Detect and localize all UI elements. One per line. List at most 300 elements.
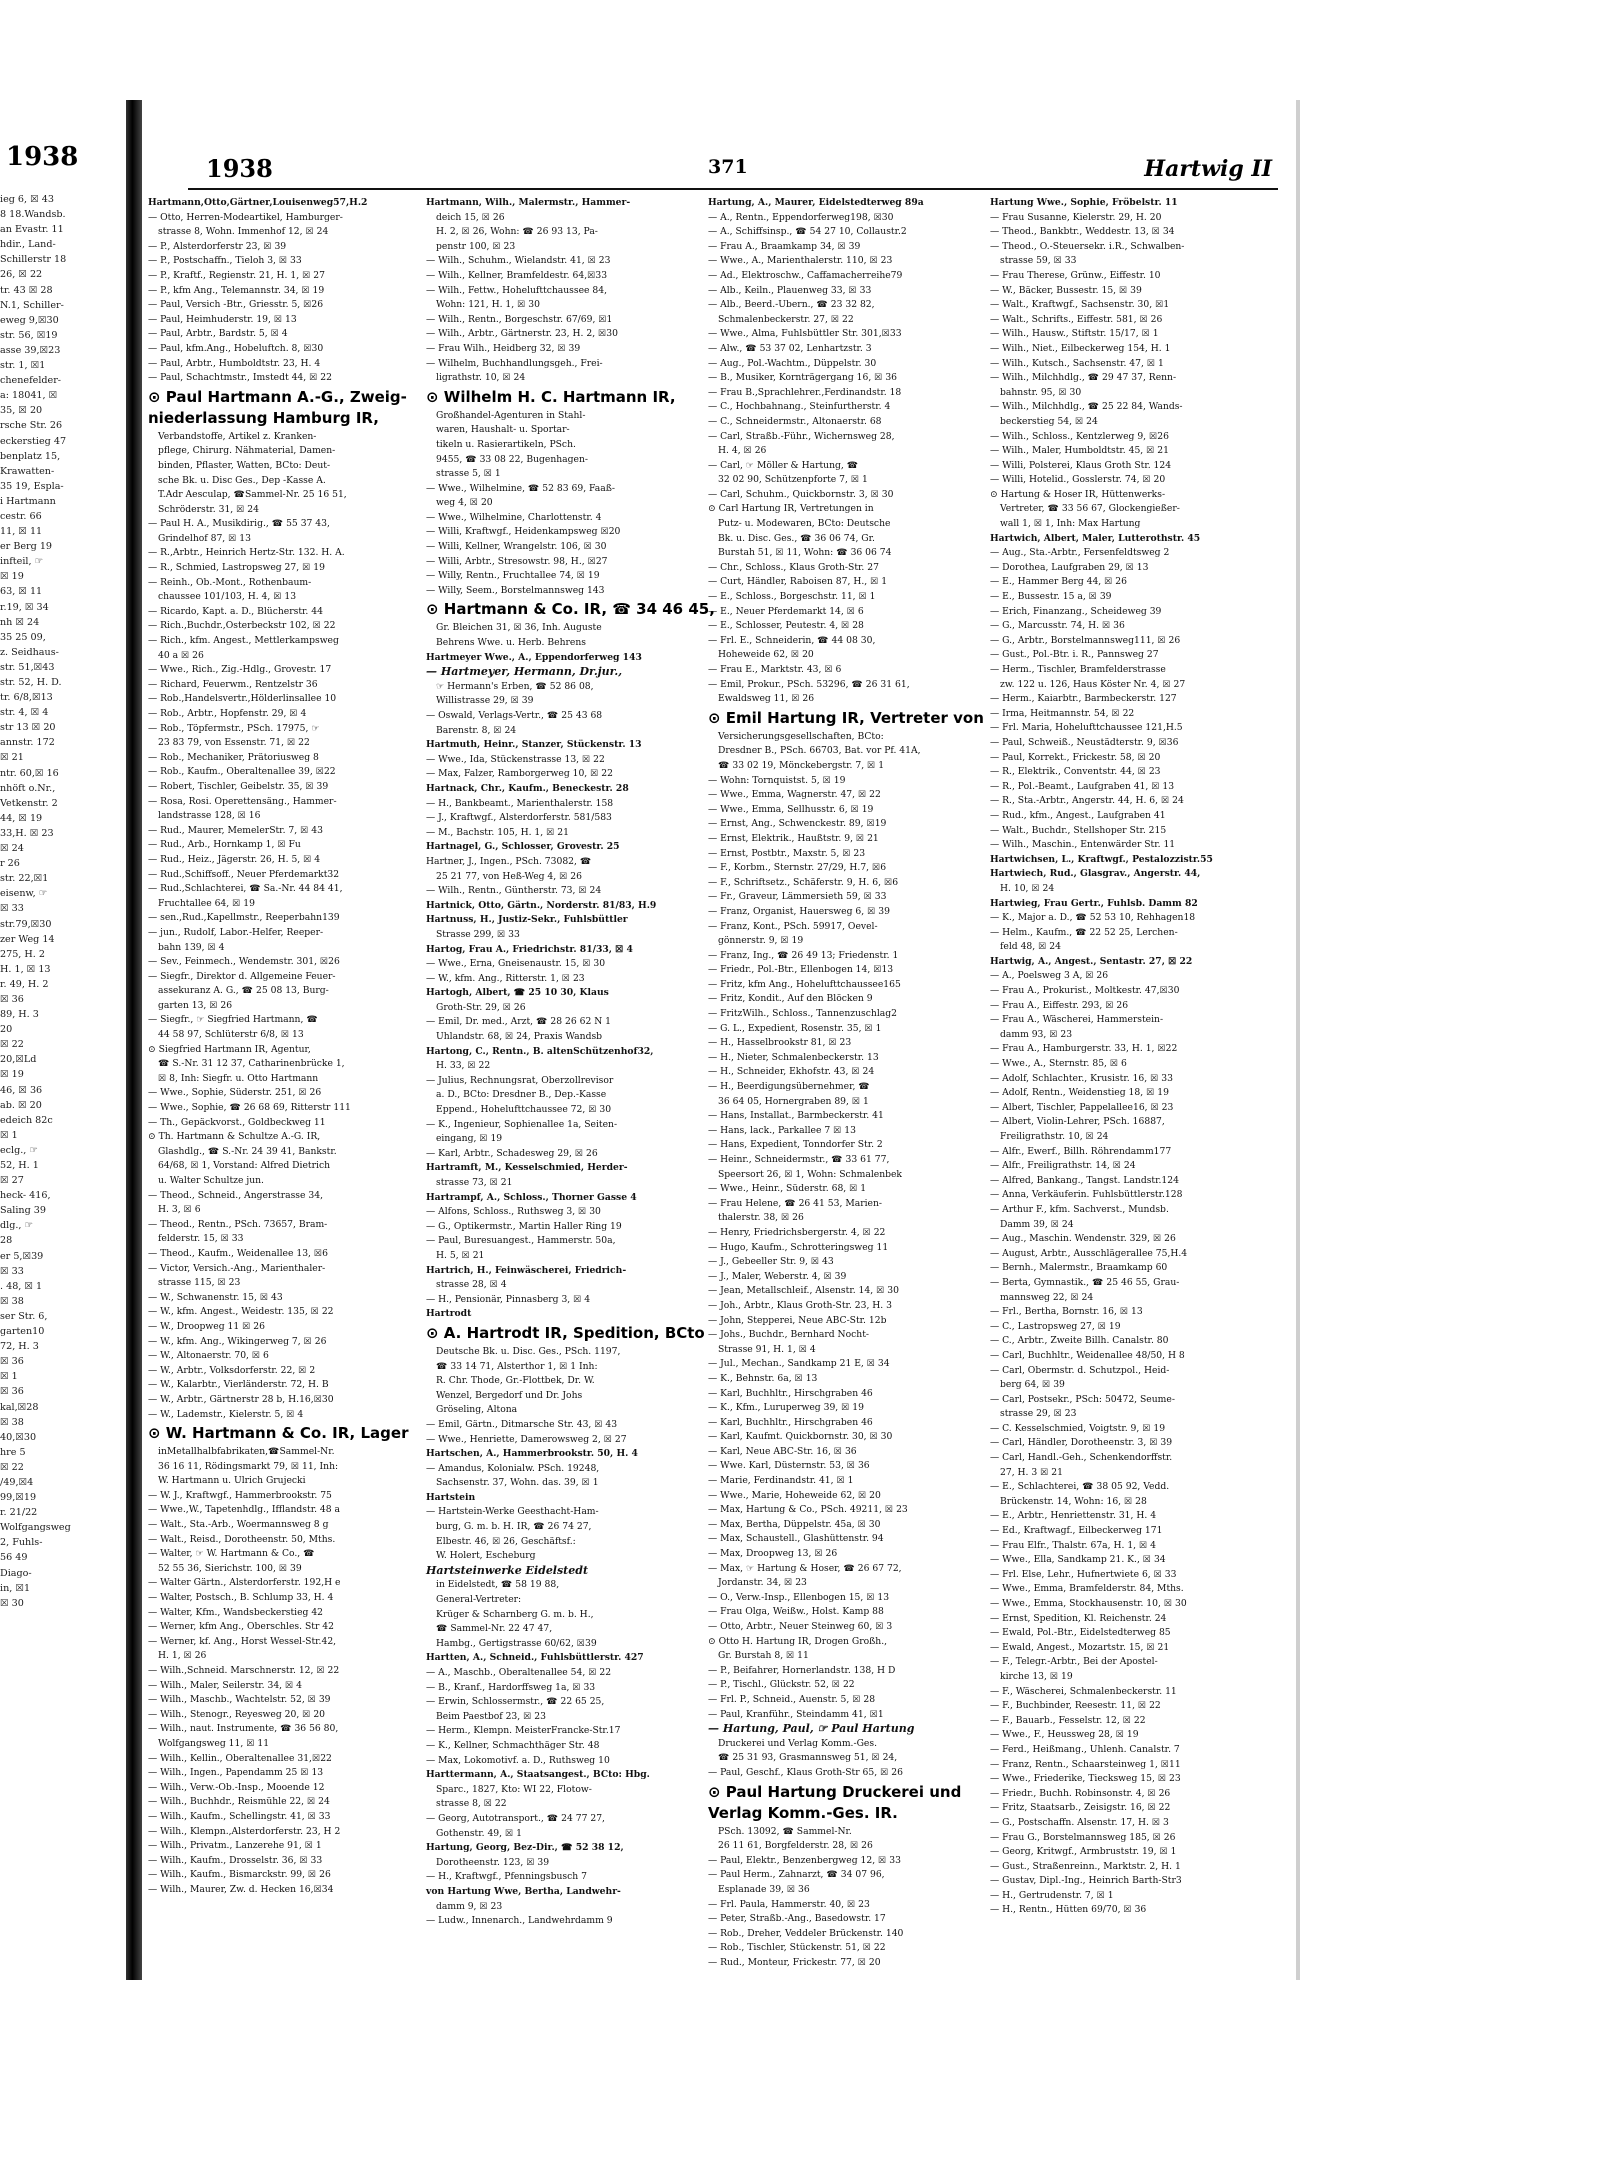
directory-entry-line: — K., Behnstr. 6a, ☒ 13 xyxy=(708,1372,818,1384)
directory-entry-line: — Wwe., A., Marienthalerstr. 110, ☒ 23 xyxy=(708,255,893,267)
left-page-line: zer Weg 14 xyxy=(0,933,55,945)
directory-entry-line: — P., Postschaffn., Tieloh 3, ☒ 33 xyxy=(148,255,302,267)
directory-entry-line: — Wilh., Milchhdlg., ☎ 29 47 37, Renn- xyxy=(990,372,1177,384)
directory-entry-line: — Herm., Tischler, Bramfelderstrasse xyxy=(990,664,1166,675)
directory-entry-line: — Max, Lokomotivf. a. D., Ruthsweg 10 xyxy=(426,1754,610,1766)
directory-entry-line: — Alfons, Schloss., Ruthsweg 3, ☒ 30 xyxy=(426,1206,601,1218)
page-number: 371 xyxy=(708,156,748,178)
directory-entry-line: — H., Beerdigungsübernehmer, ☎ xyxy=(708,1081,870,1093)
directory-entry-line: — Siegfr., Direktor d. Allgemeine Feuer- xyxy=(148,970,336,982)
directory-entry-line: — Aug., Maschin. Wendenstr. 329, ☒ 26 xyxy=(990,1233,1176,1245)
directory-entry-line: — Emil, Dr. med., Arzt, ☎ 28 26 62 N 1 xyxy=(426,1016,612,1028)
left-page-line: str. 22,☒1 xyxy=(0,873,49,885)
directory-entry-line: Hartschen, A., Hammerbrookstr. 50, H. 4 xyxy=(426,1448,638,1460)
directory-entry-line: — Wilh., Verw.-Ob.-Insp., Mooende 12 xyxy=(148,1781,325,1793)
directory-entry-line: 27, H. 3 ☒ 21 xyxy=(1000,1466,1063,1478)
directory-entry-line: Sparc., 1827, Kto: WI 22, Flotow- xyxy=(436,1783,592,1795)
left-page-year: 1938 xyxy=(6,142,79,172)
directory-entry-line: Druckerei und Verlag Komm.-Ges. xyxy=(718,1737,877,1749)
directory-entry-line: Gothenstr. 49, ☒ 1 xyxy=(436,1827,522,1839)
directory-entry-line: — Ferd., Heißmang., Uhlenh. Canalstr. 7 xyxy=(990,1743,1180,1755)
left-page-line: ser Str. 6, xyxy=(0,1310,48,1322)
directory-entry-line: — Rud., Maurer, MemelerStr. 7, ☒ 43 xyxy=(148,824,323,836)
directory-entry-line: — J., Gebeeller Str. 9, ☒ 43 xyxy=(708,1256,834,1268)
directory-entry-line: — Wwe., Emma, Wagnerstr. 47, ☒ 22 xyxy=(708,789,881,801)
directory-entry-line: — Frau Wilh., Heidberg 32, ☒ 39 xyxy=(426,342,581,354)
left-page-line: ☒ 38 xyxy=(0,1416,24,1428)
directory-entry-line: — Rob., Arbtr., Hopfenstr. 29, ☒ 4 xyxy=(148,708,307,719)
directory-entry-line: — Theod., Bankbtr., Weddestr. 13, ☒ 34 xyxy=(990,226,1175,238)
directory-entry-line: ⊙ A. Hartrodt IR, Spedition, BCto xyxy=(426,1323,705,1342)
directory-entry-line: Ewaldsweg 11, ☒ 26 xyxy=(718,693,815,705)
directory-entry-line: Hartsteinwerke Eidelstedt xyxy=(426,1563,589,1577)
left-page-line: ☒ 24 xyxy=(0,843,24,855)
left-page-line: heck- 416, xyxy=(0,1190,51,1202)
left-page-line: 99,☒19 xyxy=(0,1492,37,1504)
left-page-line: 40,☒30 xyxy=(0,1431,37,1443)
directory-entry-line: — H., Gertrudenstr. 7, ☒ 1 xyxy=(990,1889,1114,1901)
left-page-line: 56 49 xyxy=(0,1552,28,1564)
left-page-line: 20 xyxy=(0,1024,13,1036)
directory-entry-line: Wenzel, Bergedorf und Dr. Johs xyxy=(436,1389,583,1401)
left-page-line: ☒ 19 xyxy=(0,1069,24,1081)
directory-entry-line: — Max, Droopweg 13, ☒ 26 xyxy=(708,1548,838,1560)
directory-entry-line: — Erwin, Schlossermstr., ☎ 22 65 25, xyxy=(426,1696,605,1708)
directory-entry-line: — Georg, Kritwgf., Armbruststr. 19, ☒ 1 xyxy=(990,1846,1177,1858)
directory-entry-line: — Hans, lack., Parkallee 7 ☒ 13 xyxy=(708,1124,856,1136)
directory-entry-line: — A., Schiffsinsp., ☎ 54 27 10, Collaustr.2 xyxy=(708,226,907,238)
directory-entry-line: — Alfr., Freiligrathstr. 14, ☒ 24 xyxy=(990,1160,1136,1172)
directory-entry-line: — G., Marcusstr. 74, H. ☒ 36 xyxy=(990,620,1125,632)
directory-entry-line: Hartog, Frau A., Friedrichstr. 81/33, ☒ 4 xyxy=(426,943,633,955)
left-page-line: 46, ☒ 36 xyxy=(0,1084,43,1096)
directory-entry-line: — Walt., Buchdr., Stellshoper Str. 215 xyxy=(990,824,1167,836)
directory-entry-line: — Carl, Straßb.-Führ., Wichernsweg 28, xyxy=(708,430,895,442)
directory-entry-line: — Jean, Metallschleif., Alsenstr. 14, ☒ 30 xyxy=(708,1285,899,1297)
directory-entry-line: — Wwe.,W., Tapetenhdlg., Ifflandstr. 48 a xyxy=(148,1504,341,1516)
directory-entry-line: — Rud., Arb., Hornkamp 1, ☒ Fu xyxy=(148,839,301,851)
directory-entry-line: — Rich.,Buchdr.,Osterbeckstr 102, ☒ 22 xyxy=(148,620,336,632)
left-page-text xyxy=(0,192,126,1611)
directory-entry-line: — Wwe., Emma, Sellhusstr. 6, ☒ 19 xyxy=(708,803,874,815)
directory-entry-line: — Wilh., Klempn.,Alsterdorferstr. 23, H 2 xyxy=(148,1825,341,1837)
directory-entry-line: — John, Stepperei, Neue ABC-Str. 12b xyxy=(708,1314,887,1326)
directory-entry-line: — Paul H. A., Musikdirig., ☎ 55 37 43, xyxy=(148,518,330,530)
directory-entry-line: — sen.,Rud.,Kapellmstr., Reeperbahn139 xyxy=(148,912,340,924)
directory-entry-line: — Wilh., Maler, Humboldtstr. 45, ☒ 21 xyxy=(990,445,1170,457)
directory-entry-line: Damm 39, ☒ 24 xyxy=(1000,1218,1074,1230)
directory-entry-line: — Bernh., Malermstr., Braamkamp 60 xyxy=(990,1262,1168,1274)
directory-entry-line: — Alw., ☎ 53 37 02, Lenhartzstr. 3 xyxy=(708,342,872,354)
directory-entry-line: — W., Kalarbtr., Vierländerstr. 72, H. B xyxy=(148,1379,329,1391)
directory-entry-line: Putz- u. Modewaren, BCto: Deutsche xyxy=(718,518,891,530)
directory-entry-line: — R., Pol.-Beamt., Laufgraben 41, ☒ 13 xyxy=(990,780,1175,792)
left-page-line: er 5,☒39 xyxy=(0,1250,44,1262)
directory-entry-line: — Alfred, Bankang., Tangst. Landstr.124 xyxy=(990,1174,1179,1186)
left-page-line: garten10 xyxy=(0,1326,45,1338)
left-page-line: ☒ 36 xyxy=(0,1386,24,1398)
directory-entry-line: 23 83 79, von Essenstr. 71, ☒ 22 xyxy=(158,737,310,749)
directory-entry-line: Hartung, Georg, Bez-Dir., ☎ 52 38 12, xyxy=(426,1842,624,1854)
left-page-line: 72, H. 3 xyxy=(0,1341,39,1353)
directory-entry-line: — Karl, Buchhltr., Hirschgraben 46 xyxy=(708,1416,873,1428)
directory-entry-line: — G., Postschaffn. Alsenstr. 17, H. ☒ 3 xyxy=(990,1816,1169,1828)
left-page-line: i Hartmann xyxy=(0,495,56,507)
directory-entry-line: — Curt, Händler, Raboisen 87, H., ☒ 1 xyxy=(708,576,888,588)
directory-entry-line: strasse 28, ☒ 4 xyxy=(436,1279,507,1291)
directory-entry-line: Eppend., Hohelufttchaussee 72, ☒ 30 xyxy=(436,1104,612,1116)
directory-entry-line: — J., Maler, Weberstr. 4, ☒ 39 xyxy=(708,1270,847,1282)
directory-entry-line: H. 3, ☒ 6 xyxy=(158,1204,201,1216)
directory-entry-line: — F., Bauarb., Fesselstr. 12, ☒ 22 xyxy=(990,1714,1146,1726)
directory-entry-line: Gr. Burstah 8, ☒ 11 xyxy=(718,1650,809,1662)
directory-entry-line: Hartner, J., Ingen., PSch. 73082, ☎ xyxy=(426,855,592,867)
left-page-line: benplatz 15, xyxy=(0,450,61,462)
directory-entry-line: — H., Bankbeamt., Marienthalerstr. 158 xyxy=(426,797,614,809)
directory-entry-line: weg 4, ☒ 20 xyxy=(436,497,493,509)
directory-entry-line: — Ernst, Postbtr., Maxstr. 5, ☒ 23 xyxy=(708,847,866,859)
directory-entry-line: ligrathstr. 10, ☒ 24 xyxy=(436,372,526,384)
directory-entry-line: Schmalenbeckerstr. 27, ☒ 22 xyxy=(718,313,854,325)
directory-entry-line: ⊙ Emil Hartung IR, Vertreter von xyxy=(708,708,984,727)
left-page-line: 8 18.Wandsb. xyxy=(0,209,66,221)
directory-entry-line: Dresdner B., PSch. 66703, Bat. vor Pf. 41A, xyxy=(718,745,921,757)
directory-entry-line: — Rob., Kaufm., Oberaltenallee 39, ☒22 xyxy=(148,766,336,778)
directory-entry-line: — Rob., Tischler, Stückenstr. 51, ☒ 22 xyxy=(708,1942,886,1954)
running-title: Hartwig II xyxy=(1144,156,1272,182)
left-page-line: a: 18041, ☒ xyxy=(0,390,58,402)
directory-entry-line: — Frau Olga, Weißw., Holst. Kamp 88 xyxy=(708,1606,884,1618)
directory-entry-line: — Paul, kfm.Ang., Hobeluftch. 8, ☒30 xyxy=(148,342,324,354)
directory-entry-line: — Amandus, Kolonialw. PSch. 19248, xyxy=(426,1462,600,1474)
directory-entry-line: deich 15, ☒ 26 xyxy=(436,211,505,223)
directory-entry-line: — Gust., Straßenreinn., Marktstr. 2, H. 1 xyxy=(990,1860,1181,1872)
directory-entry-line: — B., Kranf., Hardorffsweg 1a, ☒ 33 xyxy=(426,1681,596,1693)
directory-entry-line: — Wilh., Arbtr., Gärtnerstr. 23, H. 2, ☒30 xyxy=(426,328,618,340)
left-page-line: r.19, ☒ 34 xyxy=(0,601,49,613)
directory-entry-line: — Frl. E., Schneiderin, ☎ 44 08 30, xyxy=(708,634,876,646)
directory-entry-line: Großhandel-Agenturen in Stahl- xyxy=(436,409,586,421)
directory-entry-line: — Max, ☞ Hartung & Hoser, ☎ 26 67 72, xyxy=(708,1562,902,1574)
directory-entry-line: — Wilh., Maschin., Entenwärder Str. 11 xyxy=(990,839,1176,851)
directory-entry-line: — Hugo, Kaufm., Schrotteringsweg 11 xyxy=(708,1241,889,1253)
directory-entry-line: — H., Schneider, Ekhofstr. 43, ☒ 24 xyxy=(708,1066,875,1078)
directory-entry-line: — P., Kraftf., Regienstr. 21, H. 1, ☒ 27 xyxy=(148,269,325,281)
directory-entry-line: — Berta, Gymnastik., ☎ 25 46 55, Grau- xyxy=(990,1276,1180,1288)
left-page-line: 275, H. 2 xyxy=(0,948,45,960)
directory-entry-line: wall 1, ☒ 1, Inh: Max Hartung xyxy=(1000,518,1141,530)
directory-entry-line: penstr 100, ☒ 23 xyxy=(436,240,516,252)
directory-entry-line: — Emil, Prokur., PSch. 53296, ☎ 26 31 61, xyxy=(708,678,910,690)
directory-entry-line: H. 1, ☒ 26 xyxy=(158,1650,207,1662)
directory-entry-line: — Rud.,Schiffsoff., Neuer Pferdemarkt32 xyxy=(148,868,340,880)
directory-entry-line: — Rud., Heiz., Jägerstr. 26, H. 5, ☒ 4 xyxy=(148,853,321,865)
directory-entry-line: — Wilh., Kaufm., Drosselstr. 36, ☒ 33 xyxy=(148,1854,323,1866)
directory-entry-line: ☎ 33 02 19, Mönckebergstr. 7, ☒ 1 xyxy=(718,759,885,771)
directory-entry-line: — Hartstein-Werke Geesthacht-Ham- xyxy=(426,1506,599,1518)
directory-entry-line: — Emil, Gärtn., Ditmarsche Str. 43, ☒ 43 xyxy=(426,1418,618,1430)
directory-entry-line: — Rud., Monteur, Frickestr. 77, ☒ 20 xyxy=(708,1956,881,1968)
directory-entry-line: — Karl, Arbtr., Schadesweg 29, ☒ 26 xyxy=(426,1147,598,1159)
directory-entry-line: chaussee 101/103, H. 4, ☒ 13 xyxy=(158,591,297,603)
directory-entry-line: pflege, Chirurg. Nähmaterial, Damen- xyxy=(158,445,336,457)
directory-entry-line: — Rob., Mechaniker, Prätoriusweg 8 xyxy=(148,751,319,763)
directory-entry-line: — R., Schmied, Lastropsweg 27, ☒ 19 xyxy=(148,562,325,574)
directory-entry-line: — Wilh., Niet., Eilbeckerweg 154, H. 1 xyxy=(990,342,1171,354)
directory-entry-line: — Otto, Arbtr., Neuer Steinweg 60, ☒ 3 xyxy=(708,1621,893,1632)
directory-entry-line: Strasse 299, ☒ 33 xyxy=(436,928,520,940)
directory-entry-line: — Carl, Händler, Dorotheenstr. 3, ☒ 39 xyxy=(990,1437,1173,1449)
directory-entry-line: — Wilh., Rentn., Borgeschstr. 67/69, ☒1 xyxy=(426,313,613,325)
directory-entry-line: — H., Rentn., Hütten 69/70, ☒ 36 xyxy=(990,1904,1147,1916)
directory-entry-line: — Wilh., Schuhm., Wielandstr. 41, ☒ 23 xyxy=(426,255,611,267)
directory-entry-line: Uhlandstr. 68, ☒ 24, Praxis Wandsb xyxy=(436,1031,603,1043)
directory-entry-line: kirche 13, ☒ 19 xyxy=(1000,1670,1073,1682)
directory-entry-line: — E., Neuer Pferdemarkt 14, ☒ 6 xyxy=(708,605,864,617)
directory-entry-line: — Wilh., Stenogr., Reyesweg 20, ☒ 20 xyxy=(148,1708,326,1720)
left-page-line: ☒ 30 xyxy=(0,1597,24,1609)
directory-entry-line: eingang, ☒ 19 xyxy=(436,1133,503,1145)
directory-entry-line: R. Chr. Thode, Gr.-Flottbek, Dr. W. xyxy=(436,1375,595,1387)
directory-entry-line: Wohn: 121, H. 1, ☒ 30 xyxy=(436,299,540,311)
directory-entry-line: — W., Altonaerstr. 70, ☒ 6 xyxy=(148,1350,269,1362)
directory-entry-line: ☎ Sammel-Nr. 22 47 47, xyxy=(436,1623,553,1635)
directory-entry-line: — Wilh.,Schneid. Marschnerstr. 12, ☒ 22 xyxy=(148,1665,340,1676)
directory-entry-line: — Willy, Seem., Borstelmannsweg 143 xyxy=(426,584,605,596)
directory-entry-line: — Adolf, Rentn., Weidenstieg 18, ☒ 19 xyxy=(990,1087,1169,1099)
directory-entry-line: — P., Tischl., Glückstr. 52, ☒ 22 xyxy=(708,1679,855,1691)
directory-entry-line: — Oswald, Verlags-Vertr., ☎ 25 43 68 xyxy=(426,710,603,721)
directory-entry-line: — jun., Rudolf, Labor.-Helfer, Reeper- xyxy=(148,926,324,938)
directory-entry-line: Verlag Komm.-Ges. IR. xyxy=(708,1803,898,1822)
directory-entry-line: Sachsenstr. 37, Wohn. das. 39, ☒ 1 xyxy=(436,1477,599,1489)
directory-entry-line: binden, Pflaster, Watten, BCto: Deut- xyxy=(158,459,331,471)
directory-entry-line: ⊙ Paul Hartmann A.-G., Zweig- xyxy=(148,387,407,406)
directory-entry-line: — Hans, Expedient, Tonndorfer Str. 2 xyxy=(708,1139,883,1151)
directory-entry-line: — Reinh., Ob.-Mont., Rothenbaum- xyxy=(148,576,312,588)
directory-entry-line: — Rich., kfm. Angest., Mettlerkampsweg xyxy=(148,635,339,647)
left-page-fragment xyxy=(0,130,126,1930)
directory-entry-line: — Th., Gepäckvorst., Goldbeckweg 11 xyxy=(148,1116,326,1128)
directory-entry-line: Verbandstoffe, Artikel z. Kranken- xyxy=(158,430,317,442)
directory-entry-line: gönnerstr. 9, ☒ 19 xyxy=(718,935,804,947)
directory-entry-line: — H., Pensionär, Pinnasberg 3, ☒ 4 xyxy=(426,1293,591,1305)
directory-entry-line: zw. 122 u. 126, Haus Köster Nr. 4, ☒ 27 xyxy=(1000,678,1186,690)
directory-entry-line: — Anna, Verkäuferin. Fuhlsbüttlerstr.128 xyxy=(990,1189,1183,1201)
directory-entry-line: General-Vertreter: xyxy=(436,1594,522,1606)
directory-entry-line: — Wwe., Ida, Stückenstrasse 13, ☒ 22 xyxy=(426,753,605,765)
directory-entry-line: Freiligrathstr. 10, ☒ 24 xyxy=(1000,1131,1109,1142)
directory-entry-line: — Heinr., Schneidermstr., ☎ 33 61 77, xyxy=(708,1154,890,1165)
left-page-line: ☒ 22 xyxy=(0,1039,24,1051)
directory-entry-line: — Karl, Kaufmt. Quickbornstr. 30, ☒ 30 xyxy=(708,1431,893,1443)
left-page-line: 44, ☒ 19 xyxy=(0,812,43,824)
directory-entry-line: — C. Kesselschmied, Voigtstr. 9, ☒ 19 xyxy=(990,1422,1166,1434)
directory-entry-line: — Paul, Buresuangest., Hammerstr. 50a, xyxy=(426,1235,616,1247)
directory-entry-line: — F., Schriftsetz., Schäferstr. 9, H. 6, ☒6 xyxy=(708,876,899,888)
directory-entry-line: strasse 29, ☒ 23 xyxy=(1000,1408,1077,1420)
directory-entry-line: — Frau Helene, ☎ 26 41 53, Marien- xyxy=(708,1197,883,1209)
left-page-line: str. 1, ☒1 xyxy=(0,360,46,372)
directory-entry-line: — Julius, Rechnungsrat, Oberzollrevisor xyxy=(426,1074,614,1086)
directory-entry-line: — Willi, Kellner, Wrangelstr. 106, ☒ 30 xyxy=(426,541,607,553)
directory-entry-line: Hartmeyer Wwe., A., Eppendorferweg 143 xyxy=(426,651,642,663)
left-page-line: dlg., ☞ xyxy=(0,1220,34,1232)
left-page-line: 63, ☒ 11 xyxy=(0,586,43,598)
directory-entry-line: — E., Schlachterei, ☎ 38 05 92, Vedd. xyxy=(990,1481,1170,1493)
directory-entry-line: — Walt., Sta.-Arb., Woermannsweg 8 g xyxy=(148,1519,329,1531)
directory-entry-line: Hartong, C., Rentn., B. altenSchützenhof32, xyxy=(426,1045,654,1057)
directory-entry-line: — Frau Therese, Grünw., Eiffestr. 10 xyxy=(990,269,1161,281)
directory-entry-line: — R., Elektrik., Conventstr. 44, ☒ 23 xyxy=(990,766,1161,778)
left-page-line: 35 19, Espla- xyxy=(0,480,64,492)
directory-entry-line: strasse 5, ☒ 1 xyxy=(436,468,501,480)
left-page-line: Wolfgangsweg xyxy=(0,1522,71,1534)
directory-entry-line: damm 93, ☒ 23 xyxy=(1000,1028,1073,1040)
directory-entry-line: Hambg., Gertigstrasse 60/62, ☒39 xyxy=(436,1637,597,1649)
directory-entry-line: — Hans, Installat., Barmbeckerstr. 41 xyxy=(708,1110,884,1122)
directory-entry-line: — A., Rentn., Eppendorferweg198, ☒30 xyxy=(708,211,894,223)
directory-entry-line: Hartrich, H., Feinwäscherei, Friedrich- xyxy=(426,1264,627,1276)
directory-entry-line: in Eidelstedt, ☎ 58 19 88, xyxy=(436,1579,560,1591)
left-page-line: r 26 xyxy=(0,858,20,870)
directory-entry-line: — C., Hochbahnang., Steinfurtherstr. 4 xyxy=(708,401,891,413)
directory-entry-line: — Paul, Arbtr., Humboldtstr. 23, H. 4 xyxy=(148,357,321,369)
directory-entry-line: — Carl, Postsekr., PSch: 50472, Seume- xyxy=(990,1393,1175,1405)
directory-entry-line: — G., Arbtr., Borstelmannsweg111, ☒ 26 xyxy=(990,634,1181,646)
directory-entry-line: — W., Schwanenstr. 15, ☒ 43 xyxy=(148,1291,283,1303)
left-page-line: z. Seidhaus- xyxy=(0,646,59,658)
directory-entry-line: Behrens Wwe. u. Herb. Behrens xyxy=(436,637,586,649)
directory-entry-line: ⊙ W. Hartmann & Co. IR, Lager xyxy=(148,1424,409,1443)
directory-entry-line: — Wilh., Ingen., Papendamm 25 ☒ 13 xyxy=(148,1767,324,1779)
left-page-line: ☒ 19 xyxy=(0,571,24,583)
directory-entry-line: — Ed., Kraftwagf., Eilbeckerweg 171 xyxy=(990,1525,1163,1537)
directory-entry-line: — H., Nieter, Schmalenbeckerstr. 13 xyxy=(708,1051,879,1063)
directory-entry-line: — W., Droopweg 11 ☒ 26 xyxy=(148,1320,265,1332)
directory-entry-line: strasse 59, ☒ 33 xyxy=(1000,255,1077,267)
directory-entry-line: — Wwe., Friederike, Tiecksweg 15, ☒ 23 xyxy=(990,1773,1181,1785)
left-page-line: Vetkenstr. 2 xyxy=(0,797,58,809)
directory-entry-line: — Theod., Rentn., PSch. 73657, Bram- xyxy=(148,1218,328,1230)
directory-entry-line: — Chr., Schloss., Klaus Groth-Str. 27 xyxy=(708,561,879,573)
directory-entry-line: — Max, Hartung & Co., PSch. 49211, ☒ 23 xyxy=(708,1504,908,1516)
left-page-line: hre 5 xyxy=(0,1446,26,1458)
directory-entry-line: — Wilh., Milchhdlg., ☎ 25 22 84, Wands- xyxy=(990,401,1183,413)
directory-entry-line: — Walt., Schrifts., Eiffestr. 581, ☒ 26 xyxy=(990,313,1163,325)
directory-entry-line: H. 4, ☒ 26 xyxy=(718,445,767,457)
directory-entry-line: — Wilh., Privatm., Lanzerehe 91, ☒ 1 xyxy=(148,1840,322,1852)
directory-entry-line: — Carl, Schuhm., Quickbornstr. 3, ☒ 30 xyxy=(708,488,894,500)
left-page-line: nhöft o.Nr., xyxy=(0,782,56,794)
directory-entry-line: Wolfgangsweg 11, ☒ 11 xyxy=(158,1737,270,1749)
directory-entry-line: — Victor, Versich.-Ang., Marienthaler- xyxy=(148,1262,326,1274)
directory-entry-line: W. Holert, Escheburg xyxy=(436,1550,536,1562)
directory-entry-line: Strasse 91, H. 1, ☒ 4 xyxy=(718,1343,816,1355)
directory-entry-line: — Wwe., Wilhelmine, ☎ 52 83 69, Faaß- xyxy=(426,482,615,494)
directory-entry-line: — Fritz, kfm Ang., Hohelufttchaussee165 xyxy=(708,978,901,990)
directory-entry-line: inMetallhalbfabrikaten,☎Sammel-Nr. xyxy=(158,1446,335,1458)
directory-entry-line: — Wilh., Hausw., Stiftstr. 15/17, ☒ 1 xyxy=(990,328,1159,340)
directory-entry-line: Hoheweide 62, ☒ 20 xyxy=(718,649,814,661)
directory-entry-line: — Franz, Ing., ☎ 26 49 13; Friedenstr. 1 xyxy=(708,949,899,961)
directory-entry-line: — A., Maschb., Oberaltenallee 54, ☒ 22 xyxy=(426,1667,612,1678)
directory-entry-line: damm 9, ☒ 23 xyxy=(436,1900,503,1912)
left-page-line: Schillerstr 18 xyxy=(0,254,67,266)
directory-entry-line: — Hartmeyer, Hermann, Dr.jur., xyxy=(426,665,623,679)
directory-entry-line: — Wilh., Kutsch., Sachsenstr. 47, ☒ 1 xyxy=(990,357,1164,369)
directory-entry-line: strasse 115, ☒ 23 xyxy=(158,1277,241,1289)
directory-entry-line: bahn 139, ☒ 4 xyxy=(158,941,225,953)
directory-entry-line: — Paul, Arbtr., Bardstr. 5, ☒ 4 xyxy=(148,328,288,340)
left-page-line: ☒ 1 xyxy=(0,1371,18,1383)
directory-entry-line: — August, Arbtr., Ausschlägerallee 75,H.4 xyxy=(990,1247,1188,1259)
directory-entry-line: — E., Schlosser, Peutestr. 4, ☒ 28 xyxy=(708,620,864,632)
directory-entry-line: — Theod., O.-Steuersekr. i.R., Schwalben- xyxy=(990,240,1185,252)
directory-entry-line: H. 2, ☒ 26, Wohn: ☎ 26 93 13, Pa- xyxy=(436,226,598,238)
directory-entry-line: — Wwe. Karl, Düsternstr. 53, ☒ 36 xyxy=(708,1460,870,1472)
directory-entry-line: — Friedr., Pol.-Btr., Ellenbogen 14, ☒13 xyxy=(708,964,894,976)
directory-entry-line: Versicherungsgesellschaften, BCto: xyxy=(718,730,884,742)
directory-entry-line: Krüger & Scharnberg G. m. b. H., xyxy=(436,1608,594,1620)
directory-entry-line: Hartogh, Albert, ☎ 25 10 30, Klaus xyxy=(426,987,609,999)
directory-entry-line: — Max, Falzer, Ramborgerweg 10, ☒ 22 xyxy=(426,768,613,780)
directory-entry-line: — Willi, Arbtr., Stresowstr. 98, H., ☒27 xyxy=(426,555,608,567)
directory-entry-line: — Walter, ☞ W. Hartmann & Co., ☎ xyxy=(148,1548,315,1560)
directory-entry-line: — Paul, Geschf., Klaus Groth-Str 65, ☒ 26 xyxy=(708,1766,903,1778)
directory-entry-line: — R., Sta.-Arbtr., Angerstr. 44, H. 6, ☒ 24 xyxy=(990,795,1184,807)
directory-entry-line: — W., kfm. Angest., Weidestr. 135, ☒ 22 xyxy=(148,1306,334,1318)
directory-entry-line: — Rosa, Rosi. Operettensäng., Hammer- xyxy=(148,795,337,807)
directory-entry-line: — Wilh., Rentn., Güntherstr. 73, ☒ 24 xyxy=(426,885,602,897)
directory-entry-line: — Karl, Neue ABC-Str. 16, ☒ 36 xyxy=(708,1445,857,1457)
directory-entry-line: — B., Musiker, Kornträgergang 16, ☒ 36 xyxy=(708,372,898,384)
directory-entry-line: tikeln u. Rasierartikeln, PSch. xyxy=(436,438,576,450)
directory-entry-line: — P., Alsterdorferstr 23, ☒ 39 xyxy=(148,240,287,252)
page-edge xyxy=(1296,100,1300,1980)
directory-entry-line: — Wwe., Ella, Sandkamp 21. K., ☒ 34 xyxy=(990,1554,1166,1566)
left-page-line: chenefelder- xyxy=(0,375,62,387)
directory-entry-line: — Wilhelm, Buchhandlungsgeh., Frei- xyxy=(426,357,603,369)
directory-entry-line: Barenstr. 8, ☒ 24 xyxy=(436,724,517,736)
directory-entry-line: Dorotheenstr. 123, ☒ 39 xyxy=(436,1856,550,1868)
directory-entry-line: — Wwe., F., Heussweg 28, ☒ 19 xyxy=(990,1729,1139,1741)
left-page-line: str. 56, ☒19 xyxy=(0,329,58,341)
directory-entry-line: — Frau A., Braamkamp 34, ☒ 39 xyxy=(708,240,861,252)
directory-entry-line: — Ernst, Elektrik., Haußtstr. 9, ☒ 21 xyxy=(708,832,879,844)
left-page-line: ☒ 33 xyxy=(0,1265,24,1277)
directory-entry-line: sche Bk. u. Disc Ges., Dep -Kasse A. xyxy=(158,474,326,486)
directory-entry-line: — A., Poelsweg 3 A, ☒ 26 xyxy=(990,970,1109,982)
directory-entry-line: — Ricardo, Kapt. a. D., Blücherstr. 44 xyxy=(148,605,323,617)
directory-entry-line: — Walter, Postsch., B. Schlump 33, H. 4 xyxy=(148,1592,334,1604)
left-page-line: an Evastr. 11 xyxy=(0,224,64,236)
directory-entry-line: — Dorothea, Laufgraben 29, ☒ 13 xyxy=(990,561,1149,573)
directory-entry-line: Jordanstr. 34, ☒ 23 xyxy=(718,1577,807,1589)
directory-entry-line: — Franz, Kont., PSch. 59917, Oevel- xyxy=(708,920,878,932)
directory-entry-line: — F., Wäscherei, Schmalenbeckerstr. 11 xyxy=(990,1685,1177,1697)
directory-entry-line: H. 10, ☒ 24 xyxy=(1000,882,1055,894)
directory-entry-line: — Wwe., A., Sternstr. 85, ☒ 6 xyxy=(990,1058,1127,1070)
directory-entry-line: landstrasse 128, ☒ 16 xyxy=(158,810,261,822)
directory-entry-line: — W., kfm. Ang., Wikingerweg 7, ☒ 26 xyxy=(148,1335,327,1347)
left-page-line: Krawatten- xyxy=(0,465,55,477)
directory-entry-line: — Max, Schaustell., Glashüttenstr. 94 xyxy=(708,1533,884,1545)
directory-entry-line: — Franz, Organist, Hauersweg 6, ☒ 39 xyxy=(708,905,890,917)
directory-entry-line: Hartnagel, G., Schlosser, Grovestr. 25 xyxy=(426,841,620,853)
directory-entry-line: — C., Lastropsweg 27, ☒ 19 xyxy=(990,1320,1121,1332)
directory-entry-line: — H., Hasselbrookstr 81, ☒ 23 xyxy=(708,1037,852,1049)
